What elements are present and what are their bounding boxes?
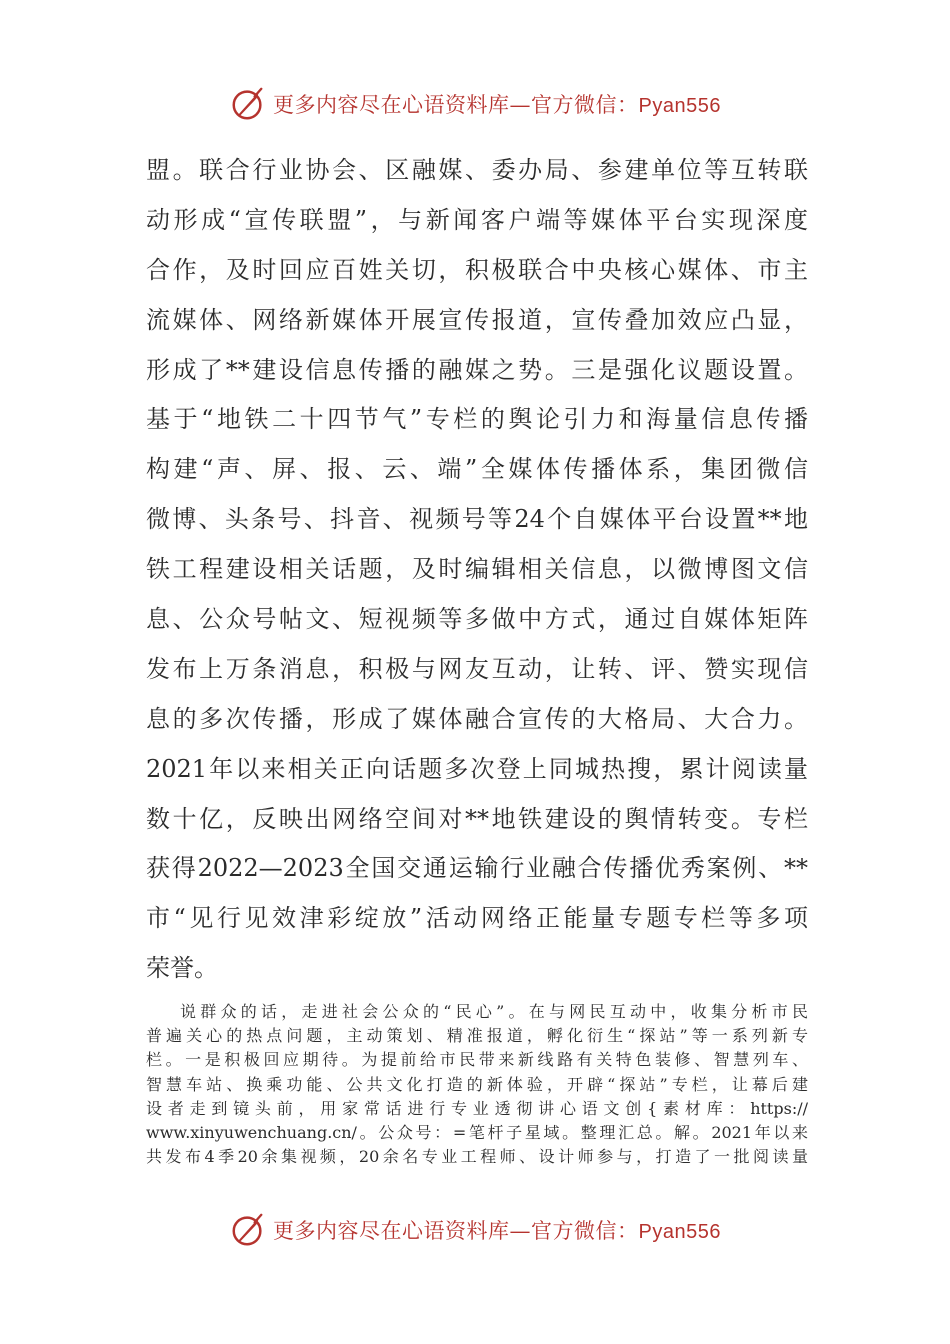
header-banner [0, 84, 950, 124]
text-line: www.xinyuwenchuang.cn/。公众号：=笔杆子星域。整理汇总。解。2021年以来 [146, 1122, 808, 1142]
text-line: 盟。联合行业协会、区融媒、委办局、参建单位等互转联 [146, 156, 808, 184]
text-line: 共发布4季20余集视频，20余名专业工程师、设计师参与，打造了一批阅读量 [146, 1147, 808, 1167]
text-line: 基于“地铁二十四节气”专栏的舆论引力和海量信息传播 [146, 405, 808, 434]
text-line: 数十亿，反映出网络空间对**地铁建设的舆情转变。专栏 [146, 804, 808, 833]
text-line: 息、公众号帖文、短视频等多做中方式，通过自媒体矩阵 [146, 605, 808, 634]
text-line: 栏。一是积极回应期待。为提前给市民带来新线路有关特色装修、智慧列车、 [146, 1050, 808, 1070]
text-line: 设者走到镜头前，用家常话进行专业透彻讲心语文创{素材库：https:// [146, 1098, 808, 1118]
wechat-id: Pyan556 [638, 1221, 721, 1243]
text-line: 说群众的话，走进社会公众的“民心”。在与网民互动中，收集分析市民 [180, 1002, 808, 1021]
text-line: 构建“声、屏、报、云、端”全媒体传播体系，集团微信 [146, 455, 808, 484]
footer-banner [0, 1210, 950, 1250]
wechat-id: Pyan556 [638, 95, 721, 117]
banner-text: 更多内容尽在心语资料库—官方微信：Pyan556 [273, 1219, 721, 1243]
text-line: 动形成“宣传联盟”，与新闻客户端等媒体平台实现深度 [146, 205, 808, 234]
text-line: 市“见行见效津彩绽放”活动网络正能量专题专栏等多项 [146, 904, 808, 933]
banner-text: 更多内容尽在心语资料库—官方微信：Pyan556 [273, 93, 721, 117]
text-line: 荣誉。 [146, 954, 218, 983]
text-line: 铁工程建设相关话题，及时编辑相关信息，以微博图文信 [146, 555, 808, 584]
text-line: 智慧车站、换乘功能、公共文化打造的新体验，开辟“探站”专栏，让幕后建 [146, 1074, 808, 1094]
text-line: 普遍关心的热点问题，主动策划、精准报道，孵化衍生“探站”等一系列新专 [146, 1026, 808, 1046]
text-line: 发布上万条消息，积极与网友互动，让转、评、赞实现信 [146, 654, 808, 683]
pen-quill-logo-icon [229, 85, 267, 123]
pen-quill-logo-icon [229, 1211, 267, 1249]
text-line: 2021年以来相关正向话题多次登上同城热搜，累计阅读量 [146, 754, 808, 783]
text-line: 合作，及时回应百姓关切，积极联合中央核心媒体、市主 [146, 255, 808, 284]
text-line: 获得2022—2023全国交通运输行业融合传播优秀案例、** [146, 854, 808, 883]
text-line: 息的多次传播，形成了媒体融合宣传的大格局、大合力。 [146, 704, 808, 733]
text-line: 流媒体、网络新媒体开展宣传报道，宣传叠加效应凸显， [146, 305, 808, 334]
main-body-text [146, 146, 808, 994]
small-body-text [146, 1000, 808, 1169]
text-line: 形成了**建设信息传播的融媒之势。三是强化议题设置。 [146, 355, 808, 384]
text-line: 微博、头条号、抖音、视频号等24个自媒体平台设置**地 [146, 505, 808, 534]
